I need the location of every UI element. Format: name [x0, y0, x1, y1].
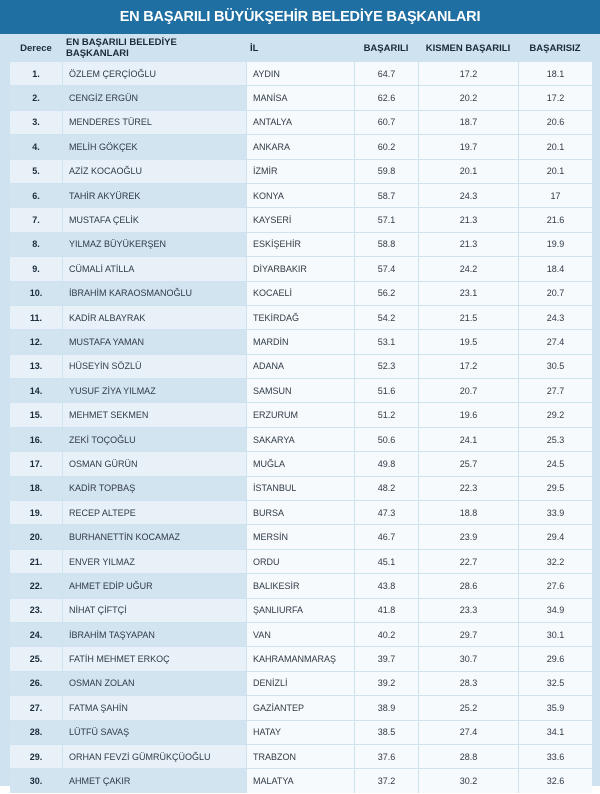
table-body	[10, 62, 592, 793]
mayor-name-cell: KADİR TOPBAŞ	[62, 477, 246, 500]
partial-cell: 24.1	[418, 428, 518, 451]
partial-cell: 21.3	[418, 208, 518, 231]
title-bar	[0, 0, 600, 34]
fail-cell: 24.5	[518, 452, 592, 475]
mayor-name-cell: BURHANETTİN KOCAMAZ	[62, 525, 246, 548]
city-cell: SAMSUN	[246, 379, 354, 402]
success-cell: 58.8	[354, 233, 418, 256]
rank-cell: 13.	[10, 355, 62, 378]
mayor-name-cell: ÖZLEM ÇERÇİOĞLU	[62, 62, 246, 85]
city-cell: DENİZLİ	[246, 672, 354, 695]
city-cell: ANTALYA	[246, 111, 354, 134]
rank-cell: 18.	[10, 477, 62, 500]
city-cell: AYDIN	[246, 62, 354, 85]
header-city: İL	[246, 35, 354, 61]
table-row	[10, 452, 592, 475]
city-cell: KAHRAMANMARAŞ	[246, 647, 354, 670]
partial-cell: 23.1	[418, 282, 518, 305]
table-row	[10, 501, 592, 524]
partial-cell: 22.3	[418, 477, 518, 500]
mayor-name-cell: AHMET ÇAKIR	[62, 769, 246, 792]
table-row	[10, 257, 592, 280]
partial-cell: 17.2	[418, 355, 518, 378]
rank-cell: 8.	[10, 233, 62, 256]
rank-cell: 3.	[10, 111, 62, 134]
fail-cell: 34.9	[518, 599, 592, 622]
mayor-name-cell: TAHİR AKYÜREK	[62, 184, 246, 207]
city-cell: ANKARA	[246, 135, 354, 158]
fail-cell: 30.1	[518, 623, 592, 646]
success-cell: 56.2	[354, 282, 418, 305]
success-cell: 60.2	[354, 135, 418, 158]
success-cell: 50.6	[354, 428, 418, 451]
mayor-name-cell: FATMA ŞAHİN	[62, 696, 246, 719]
success-cell: 38.9	[354, 696, 418, 719]
success-cell: 46.7	[354, 525, 418, 548]
table-row	[10, 135, 592, 158]
city-cell: KAYSERİ	[246, 208, 354, 231]
rank-cell: 11.	[10, 306, 62, 329]
table-row	[10, 745, 592, 768]
header-fail: BAŞARISIZ	[518, 35, 592, 61]
fail-cell: 35.9	[518, 696, 592, 719]
table-row	[10, 428, 592, 451]
fail-cell: 18.4	[518, 257, 592, 280]
fail-cell: 17	[518, 184, 592, 207]
partial-cell: 20.7	[418, 379, 518, 402]
city-cell: SAKARYA	[246, 428, 354, 451]
table-row	[10, 379, 592, 402]
table-row	[10, 306, 592, 329]
partial-cell: 19.7	[418, 135, 518, 158]
city-cell: ORDU	[246, 550, 354, 573]
partial-cell: 21.5	[418, 306, 518, 329]
fail-cell: 17.2	[518, 86, 592, 109]
table-row	[10, 574, 592, 597]
mayor-name-cell: FATİH MEHMET ERKOÇ	[62, 647, 246, 670]
city-cell: GAZİANTEP	[246, 696, 354, 719]
success-cell: 39.2	[354, 672, 418, 695]
partial-cell: 30.7	[418, 647, 518, 670]
success-cell: 39.7	[354, 647, 418, 670]
partial-cell: 17.2	[418, 62, 518, 85]
table-row	[10, 403, 592, 426]
mayor-name-cell: LÜTFÜ SAVAŞ	[62, 721, 246, 744]
table-row	[10, 111, 592, 134]
mayor-name-cell: YUSUF ZİYA YILMAZ	[62, 379, 246, 402]
success-cell: 43.8	[354, 574, 418, 597]
fail-cell: 30.5	[518, 355, 592, 378]
partial-cell: 30.2	[418, 769, 518, 792]
city-cell: KOCAELİ	[246, 282, 354, 305]
table-row	[10, 184, 592, 207]
city-cell: ADANA	[246, 355, 354, 378]
fail-cell: 29.2	[518, 403, 592, 426]
fail-cell: 27.6	[518, 574, 592, 597]
mayor-name-cell: HÜSEYİN SÖZLÜ	[62, 355, 246, 378]
city-cell: İZMİR	[246, 160, 354, 183]
mayor-name-cell: OSMAN GÜRÜN	[62, 452, 246, 475]
mayor-name-cell: CENGİZ ERGÜN	[62, 86, 246, 109]
table-row	[10, 769, 592, 792]
fail-cell: 20.6	[518, 111, 592, 134]
city-cell: VAN	[246, 623, 354, 646]
partial-cell: 29.7	[418, 623, 518, 646]
success-cell: 54.2	[354, 306, 418, 329]
partial-cell: 24.3	[418, 184, 518, 207]
success-cell: 45.1	[354, 550, 418, 573]
city-cell: DİYARBAKIR	[246, 257, 354, 280]
mayor-name-cell: OSMAN ZOLAN	[62, 672, 246, 695]
success-cell: 53.1	[354, 330, 418, 353]
success-cell: 37.2	[354, 769, 418, 792]
mayor-name-cell: İBRAHİM TAŞYAPAN	[62, 623, 246, 646]
partial-cell: 19.6	[418, 403, 518, 426]
rank-cell: 10.	[10, 282, 62, 305]
table-row	[10, 233, 592, 256]
table-row	[10, 672, 592, 695]
partial-cell: 20.2	[418, 86, 518, 109]
city-cell: ERZURUM	[246, 403, 354, 426]
city-cell: MALATYA	[246, 769, 354, 792]
success-cell: 52.3	[354, 355, 418, 378]
city-cell: KONYA	[246, 184, 354, 207]
city-cell: TEKİRDAĞ	[246, 306, 354, 329]
city-cell: MERSİN	[246, 525, 354, 548]
city-cell: HATAY	[246, 721, 354, 744]
table-row	[10, 696, 592, 719]
fail-cell: 29.5	[518, 477, 592, 500]
mayor-name-cell: MEHMET SEKMEN	[62, 403, 246, 426]
fail-cell: 29.6	[518, 647, 592, 670]
table-row	[10, 550, 592, 573]
fail-cell: 32.5	[518, 672, 592, 695]
rank-cell: 30.	[10, 769, 62, 792]
header-success: BAŞARILI	[354, 35, 418, 61]
mayor-name-cell: RECEP ALTEPE	[62, 501, 246, 524]
partial-cell: 23.3	[418, 599, 518, 622]
table-row	[10, 721, 592, 744]
partial-cell: 19.5	[418, 330, 518, 353]
fail-cell: 20.1	[518, 160, 592, 183]
table-row	[10, 330, 592, 353]
page-title: EN BAŞARILI BÜYÜKŞEHİR BELEDİYE BAŞKANLARI	[119, 9, 481, 25]
rank-cell: 19.	[10, 501, 62, 524]
header-name: EN BAŞARILI BELEDİYE BAŞKANLARI	[62, 35, 246, 61]
header-row	[10, 35, 592, 61]
rank-cell: 14.	[10, 379, 62, 402]
partial-cell: 28.3	[418, 672, 518, 695]
mayor-name-cell: MUSTAFA ÇELİK	[62, 208, 246, 231]
city-cell: MANİSA	[246, 86, 354, 109]
fail-cell: 33.6	[518, 745, 592, 768]
fail-cell: 18.1	[518, 62, 592, 85]
fail-cell: 29.4	[518, 525, 592, 548]
mayor-name-cell: AHMET EDİP UĞUR	[62, 574, 246, 597]
rank-cell: 25.	[10, 647, 62, 670]
table-row	[10, 208, 592, 231]
table-row	[10, 86, 592, 109]
fail-cell: 20.1	[518, 135, 592, 158]
mayor-name-cell: CÜMALİ ATİLLA	[62, 257, 246, 280]
mayor-name-cell: AZİZ KOCAOĞLU	[62, 160, 246, 183]
rank-cell: 4.	[10, 135, 62, 158]
rank-cell: 21.	[10, 550, 62, 573]
partial-cell: 25.2	[418, 696, 518, 719]
success-cell: 60.7	[354, 111, 418, 134]
mayor-name-cell: İBRAHİM KARAOSMANOĞLU	[62, 282, 246, 305]
partial-cell: 25.7	[418, 452, 518, 475]
table-row	[10, 525, 592, 548]
partial-cell: 22.7	[418, 550, 518, 573]
rank-cell: 15.	[10, 403, 62, 426]
mayor-name-cell: ZEKİ TOÇOĞLU	[62, 428, 246, 451]
mayor-name-cell: ORHAN FEVZİ GÜMRÜKÇÜOĞLU	[62, 745, 246, 768]
rank-cell: 12.	[10, 330, 62, 353]
fail-cell: 27.7	[518, 379, 592, 402]
rank-cell: 29.	[10, 745, 62, 768]
header-partial: KISMEN BAŞARILI	[418, 35, 518, 61]
success-cell: 51.6	[354, 379, 418, 402]
city-cell: TRABZON	[246, 745, 354, 768]
rank-cell: 20.	[10, 525, 62, 548]
mayor-name-cell: MELİH GÖKÇEK	[62, 135, 246, 158]
rank-cell: 5.	[10, 160, 62, 183]
success-cell: 48.2	[354, 477, 418, 500]
fail-cell: 20.7	[518, 282, 592, 305]
partial-cell: 28.8	[418, 745, 518, 768]
success-cell: 57.4	[354, 257, 418, 280]
table-row	[10, 282, 592, 305]
success-cell: 62.6	[354, 86, 418, 109]
success-cell: 51.2	[354, 403, 418, 426]
table-row	[10, 599, 592, 622]
mayor-name-cell: ENVER YILMAZ	[62, 550, 246, 573]
fail-cell: 25.3	[518, 428, 592, 451]
success-cell: 41.8	[354, 599, 418, 622]
table-row	[10, 623, 592, 646]
rank-cell: 7.	[10, 208, 62, 231]
success-cell: 37.6	[354, 745, 418, 768]
partial-cell: 28.6	[418, 574, 518, 597]
mayor-name-cell: MENDERES TÜREL	[62, 111, 246, 134]
partial-cell: 24.2	[418, 257, 518, 280]
partial-cell: 23.9	[418, 525, 518, 548]
fail-cell: 19.9	[518, 233, 592, 256]
fail-cell: 32.2	[518, 550, 592, 573]
city-cell: MARDİN	[246, 330, 354, 353]
rank-cell: 28.	[10, 721, 62, 744]
partial-cell: 21.3	[418, 233, 518, 256]
header-rank: Derece	[10, 35, 62, 61]
success-cell: 59.8	[354, 160, 418, 183]
fail-cell: 21.6	[518, 208, 592, 231]
partial-cell: 18.8	[418, 501, 518, 524]
mayor-name-cell: YILMAZ BÜYÜKERŞEN	[62, 233, 246, 256]
success-cell: 38.5	[354, 721, 418, 744]
success-cell: 40.2	[354, 623, 418, 646]
rank-cell: 1.	[10, 62, 62, 85]
rank-cell: 6.	[10, 184, 62, 207]
rank-cell: 16.	[10, 428, 62, 451]
fail-cell: 24.3	[518, 306, 592, 329]
fail-cell: 33.9	[518, 501, 592, 524]
mayor-name-cell: NİHAT ÇİFTÇİ	[62, 599, 246, 622]
mayor-name-cell: KADİR ALBAYRAK	[62, 306, 246, 329]
table-row	[10, 355, 592, 378]
mayor-name-cell: MUSTAFA YAMAN	[62, 330, 246, 353]
fail-cell: 32.6	[518, 769, 592, 792]
fail-cell: 27.4	[518, 330, 592, 353]
success-cell: 49.8	[354, 452, 418, 475]
city-cell: ESKİŞEHİR	[246, 233, 354, 256]
table-row	[10, 477, 592, 500]
city-cell: BALIKESİR	[246, 574, 354, 597]
rank-cell: 23.	[10, 599, 62, 622]
rank-cell: 24.	[10, 623, 62, 646]
rank-cell: 26.	[10, 672, 62, 695]
table-row	[10, 62, 592, 85]
city-cell: ŞANLIURFA	[246, 599, 354, 622]
rank-cell: 22.	[10, 574, 62, 597]
table-row	[10, 160, 592, 183]
rank-cell: 9.	[10, 257, 62, 280]
city-cell: BURSA	[246, 501, 354, 524]
partial-cell: 18.7	[418, 111, 518, 134]
city-cell: İSTANBUL	[246, 477, 354, 500]
success-cell: 57.1	[354, 208, 418, 231]
rank-cell: 27.	[10, 696, 62, 719]
city-cell: MUĞLA	[246, 452, 354, 475]
rank-cell: 2.	[10, 86, 62, 109]
mayor-ranking-table	[10, 34, 592, 794]
partial-cell: 27.4	[418, 721, 518, 744]
table-row	[10, 647, 592, 670]
fail-cell: 34.1	[518, 721, 592, 744]
success-cell: 64.7	[354, 62, 418, 85]
rank-cell: 17.	[10, 452, 62, 475]
partial-cell: 20.1	[418, 160, 518, 183]
success-cell: 58.7	[354, 184, 418, 207]
success-cell: 47.3	[354, 501, 418, 524]
